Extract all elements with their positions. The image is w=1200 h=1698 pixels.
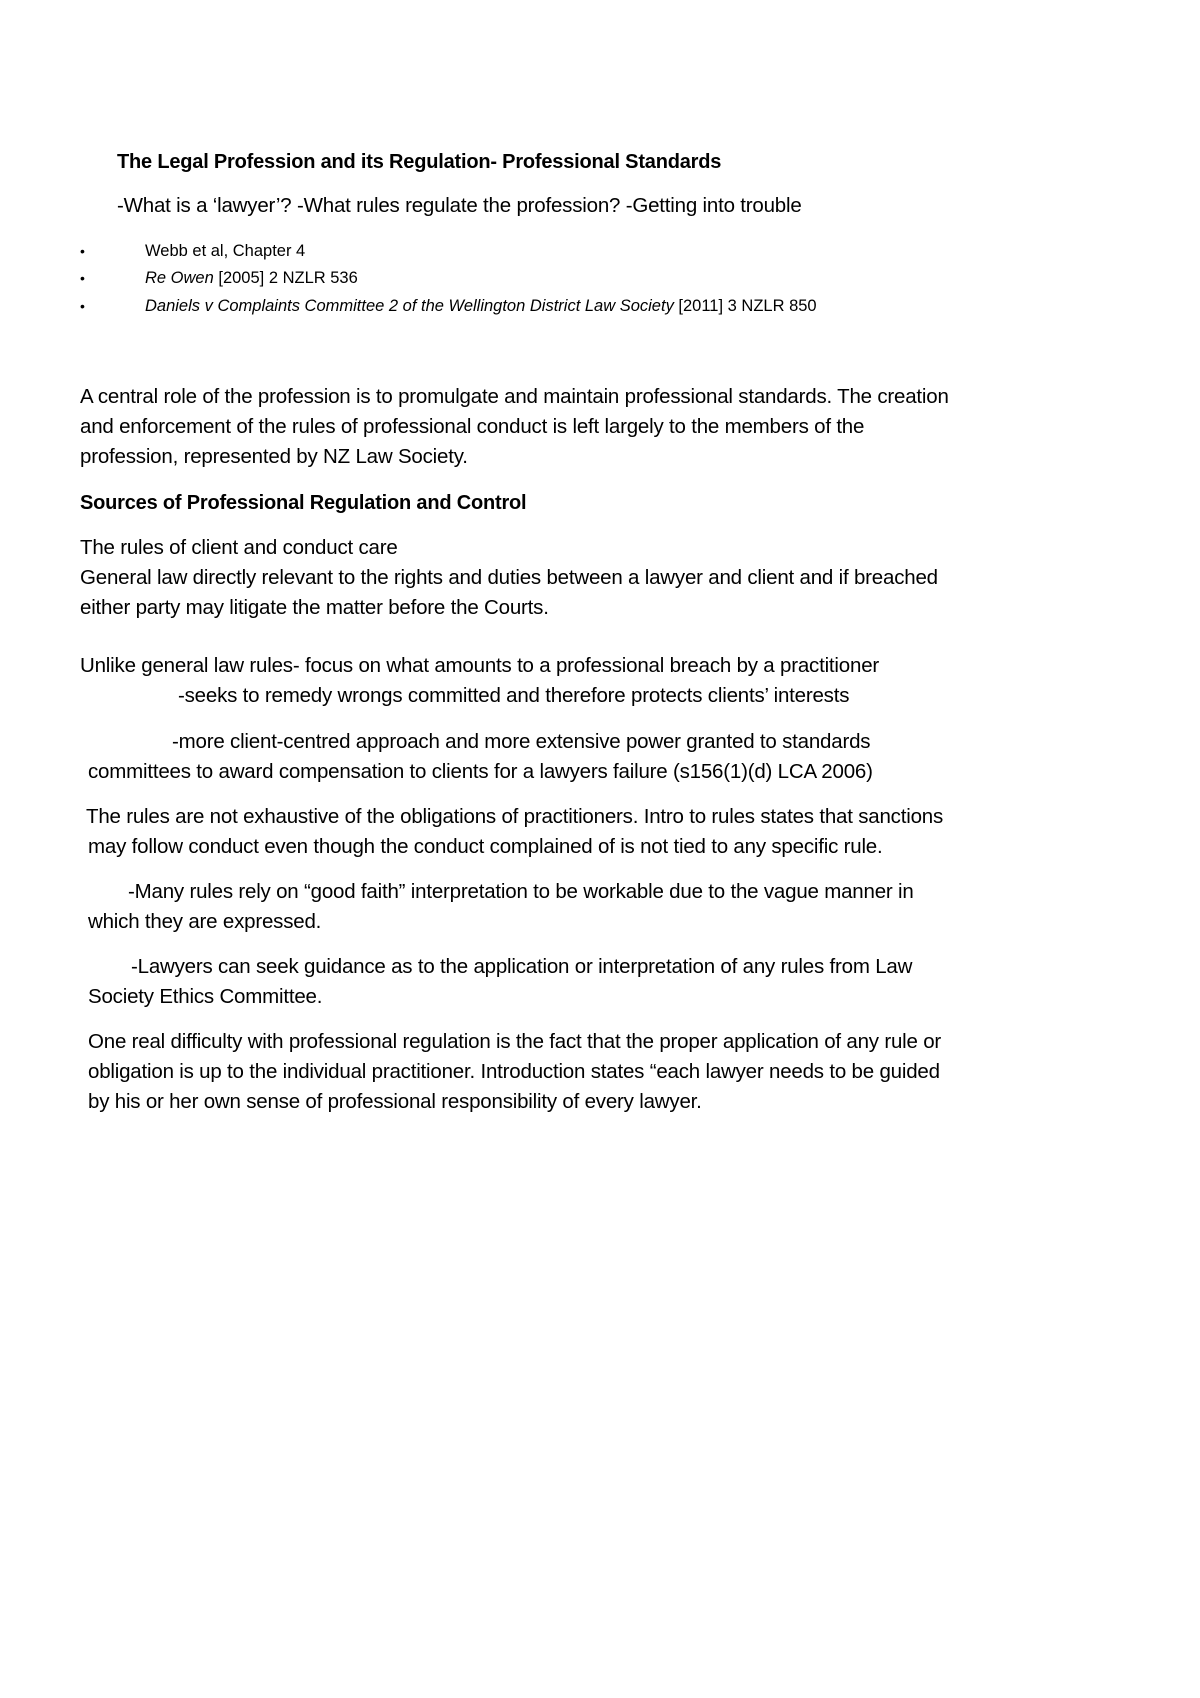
- bullet-icon: •: [80, 270, 85, 286]
- bullet-icon: •: [80, 243, 85, 259]
- paragraph-line: committees to award compensation to clients for a lawyers failure (s156(1)(d) LCA 2006): [88, 760, 873, 783]
- paragraph-line: Society Ethics Committee.: [88, 985, 323, 1008]
- paragraph-line: -Lawyers can seek guidance as to the application or interpretation of any rules from Law: [131, 955, 913, 978]
- paragraph-line: may follow conduct even though the conduct complained of is not tied to any specific rule.: [88, 835, 883, 858]
- paragraph-line: by his or her own sense of professional responsibility of every lawyer.: [88, 1090, 702, 1113]
- paragraph-line: A central role of the profession is to promulgate and maintain professional standards. The creation: [80, 385, 949, 408]
- paragraph-line: -Many rules rely on “good faith” interpretation to be workable due to the vague manner in: [128, 880, 914, 903]
- reference-item: Daniels v Complaints Committee 2 of the Wellington District Law Society [2011] 3 NZLR 850: [145, 297, 817, 315]
- paragraph-line: One real difficulty with professional regulation is the fact that the proper application of any rule or: [88, 1030, 942, 1053]
- reference-item: Re Owen [2005] 2 NZLR 536: [145, 269, 358, 287]
- bullet-icon: •: [80, 298, 85, 314]
- paragraph-line: Unlike general law rules- focus on what amounts to a professional breach by a practitioner: [80, 654, 880, 677]
- paragraph-line: obligation is up to the individual practitioner. Introduction states “each lawyer needs to be guided: [88, 1060, 940, 1083]
- paragraph-line: -more client-centred approach and more extensive power granted to standards: [172, 730, 871, 753]
- document-subtitle: -What is a ‘lawyer’? -What rules regulate the profession? -Getting into trouble: [117, 194, 802, 217]
- section-heading: Sources of Professional Regulation and Control: [80, 492, 527, 514]
- paragraph-line: The rules are not exhaustive of the obligations of practitioners. Intro to rules states that sanctions: [86, 805, 944, 828]
- paragraph-line: profession, represented by NZ Law Society.: [80, 445, 468, 468]
- reference-item: Webb et al, Chapter 4: [145, 242, 306, 260]
- paragraph-line: and enforcement of the rules of professional conduct is left largely to the members of the: [80, 415, 865, 438]
- paragraph-line: -seeks to remedy wrongs committed and therefore protects clients’ interests: [178, 684, 850, 707]
- paragraph-line: The rules of client and conduct care: [80, 536, 398, 559]
- paragraph-line: which they are expressed.: [88, 910, 322, 933]
- paragraph-line: General law directly relevant to the rights and duties between a lawyer and client and if breached: [80, 566, 938, 589]
- document-title: The Legal Profession and its Regulation- Professional Standards: [117, 151, 722, 173]
- paragraph-line: either party may litigate the matter before the Courts.: [80, 596, 549, 619]
